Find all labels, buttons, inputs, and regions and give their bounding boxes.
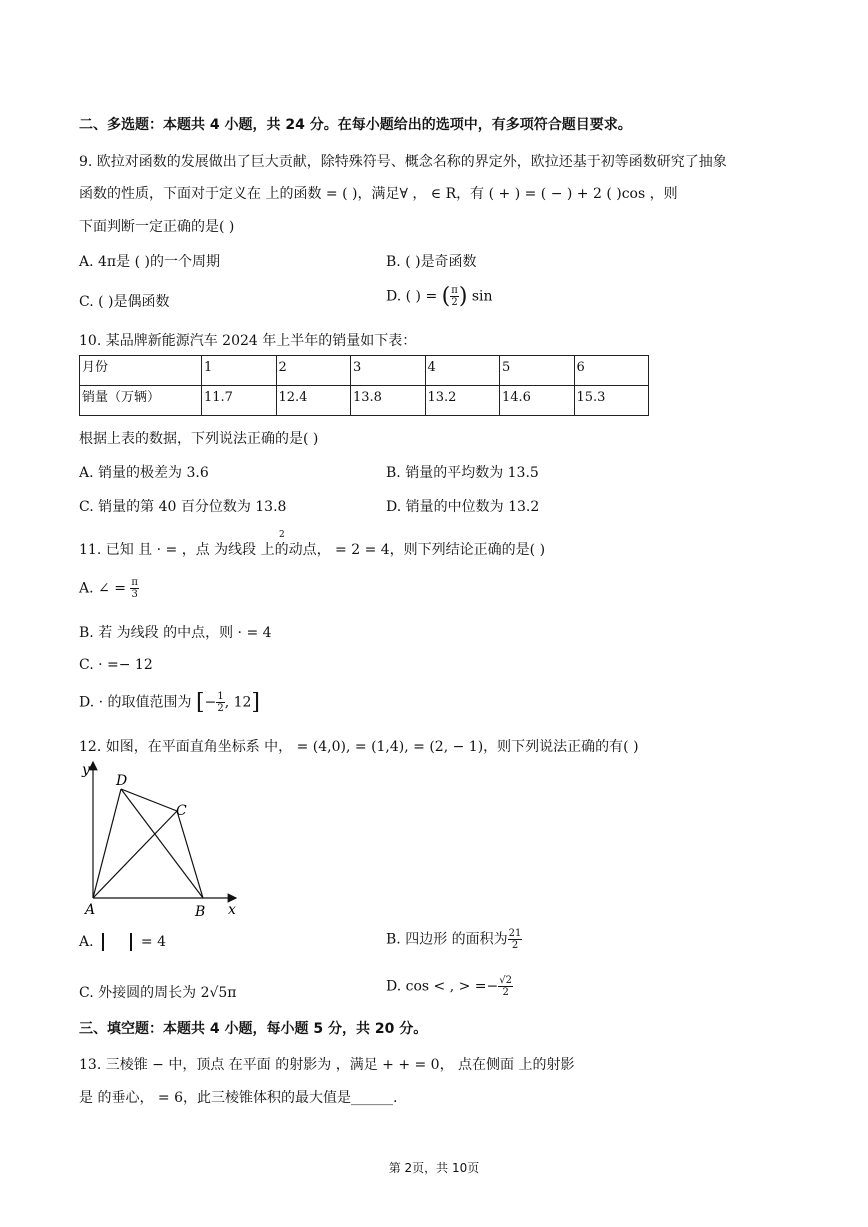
q11-option-d — [79, 690, 260, 715]
q12-option-b-fraction: $\frac{21}{2}$ — [508, 928, 522, 951]
table-cell: 13.8 — [351, 386, 426, 416]
segment-ac — [93, 811, 177, 898]
q10-question: 根据上表的数据，下列说法正确的是( ) — [79, 431, 319, 447]
q12-option-b-prefix: B. 四边形 的面积为 — [386, 931, 508, 948]
table-cell: 13.2 — [425, 386, 500, 416]
q11-option-c: C. · =− 12 — [79, 657, 153, 673]
q9-option-b: B. ( )是奇函数 — [386, 254, 477, 270]
right-paren: ) — [458, 284, 468, 309]
right-bracket: ] — [251, 690, 260, 715]
section-heading-multiple-choice: 二、多选题：本题共 4 小题，共 24 分。在每小题给出的选项中，有多项符合题目要求。 — [79, 117, 632, 133]
q11-option-a — [79, 577, 139, 600]
q12-option-b — [386, 928, 522, 951]
label-d: D — [116, 773, 128, 789]
q10-option-c: C. 销量的第 40 百分位数为 13.8 — [79, 499, 287, 515]
abs-bar-left — [102, 933, 104, 951]
q11-option-a-fraction: $\frac{\pi}{3}$ — [131, 577, 138, 600]
q11-option-d-suffix: , 12 — [224, 694, 252, 711]
abs-bar-right — [130, 933, 132, 951]
q11-option-d-fraction: $\frac{1}{2}$ — [217, 691, 224, 714]
q11-line1: 11. 已知 且 · = ，点 为线段 上的动点， = 2 = 4，则下列结论正确的是( ) — [79, 542, 546, 558]
q12-option-d — [386, 975, 513, 998]
q9-option-d-fraction: $\frac{\pi}{2}$ — [451, 285, 458, 308]
label-y: y — [82, 762, 90, 778]
label-x: x — [228, 902, 236, 918]
segment-ad — [93, 789, 121, 898]
table-row — [80, 356, 649, 386]
minus-sign: − — [204, 694, 217, 711]
q12-option-d-fraction: $\frac{√2}{2}$ — [499, 975, 512, 998]
table-row — [80, 386, 649, 416]
q9-option-c: C. ( )是偶函数 — [79, 294, 170, 310]
q9-option-d-prefix: D. ( ) = — [386, 288, 438, 305]
left-bracket: [ — [195, 690, 205, 715]
q9-line2: 函数的性质，下面对于定义在 上的函数 = ( )，满足∀ ， ∈ R，有 ( + ) = ( − ) + 2 ( )cos ，则 — [79, 186, 678, 202]
q9-option-d — [386, 284, 493, 309]
table-cell: 15.3 — [574, 386, 649, 416]
sales-table — [79, 355, 649, 416]
q10-option-b: B. 销量的平均数为 13.5 — [386, 465, 539, 481]
q12-option-a — [79, 933, 166, 951]
table-cell: 2 — [276, 356, 351, 386]
table-cell: 月份 — [80, 356, 202, 386]
table-cell: 14.6 — [500, 386, 575, 416]
table-cell: 5 — [500, 356, 575, 386]
left-paren: ( — [441, 284, 451, 309]
q11-option-b: B. 若 为线段 的中点，则 · = 4 — [79, 625, 272, 641]
table-cell: 3 — [351, 356, 426, 386]
table-cell: 11.7 — [202, 386, 277, 416]
table-cell: 12.4 — [276, 386, 351, 416]
q12-option-a-suffix: = 4 — [140, 934, 167, 950]
q9-option-a: A. 4π是 ( )的一个周期 — [79, 254, 220, 270]
table-cell: 销量（万辆） — [80, 386, 202, 416]
section-heading-fill-in: 三、填空题：本题共 4 小题，每小题 5 分，共 20 分。 — [79, 1021, 428, 1037]
q13-line2: 是 的垂心， = 6，此三棱锥体积的最大值是______. — [79, 1090, 398, 1106]
table-cell: 1 — [202, 356, 277, 386]
q9-line1: 9. 欧拉对函数的发展做出了巨大贡献，除特殊符号、概念名称的界定外，欧拉还基于初等函数研究了抽象 — [79, 154, 727, 170]
q12-line1: 12. 如图，在平面直角坐标系 中， = (4,0), = (1,4), = (2, − 1)，则下列说法正确的有( ) — [79, 739, 639, 755]
q13-line1: 13. 三棱锥 − 中，顶点 在平面 的射影为 ，满足 + + = 0， 点在侧面 上的射影 — [79, 1057, 575, 1073]
q12-option-c: C. 外接圆的周长为 2√5π — [79, 985, 237, 1001]
q10-intro: 10. 某品牌新能源汽车 2024 年上半年的销量如下表： — [79, 333, 417, 349]
table-cell: 4 — [425, 356, 500, 386]
label-a: A — [85, 902, 96, 918]
q9-line3: 下面判断一定正确的是( ) — [79, 219, 235, 235]
q10-option-d: D. 销量的中位数为 13.2 — [386, 499, 540, 515]
q11-superscript: 2 — [279, 530, 285, 540]
label-c: C — [176, 803, 187, 819]
q11-option-a-prefix: A. ∠ = — [79, 580, 126, 597]
q12-option-d-prefix: D. cos < , > =− — [386, 978, 499, 995]
label-b: B — [195, 904, 206, 920]
q10-option-a: A. 销量的极差为 3.6 — [79, 465, 209, 481]
q9-option-d-suffix: sin — [471, 288, 493, 305]
quadrilateral-figure — [76, 758, 246, 920]
segment-cb — [177, 811, 203, 898]
page-footer: 第 2页，共 10页 — [388, 1161, 480, 1175]
q11-option-d-prefix: D. · 的取值范围为 — [79, 694, 192, 711]
q12-option-a-prefix: A. — [79, 934, 94, 950]
table-cell: 6 — [574, 356, 649, 386]
